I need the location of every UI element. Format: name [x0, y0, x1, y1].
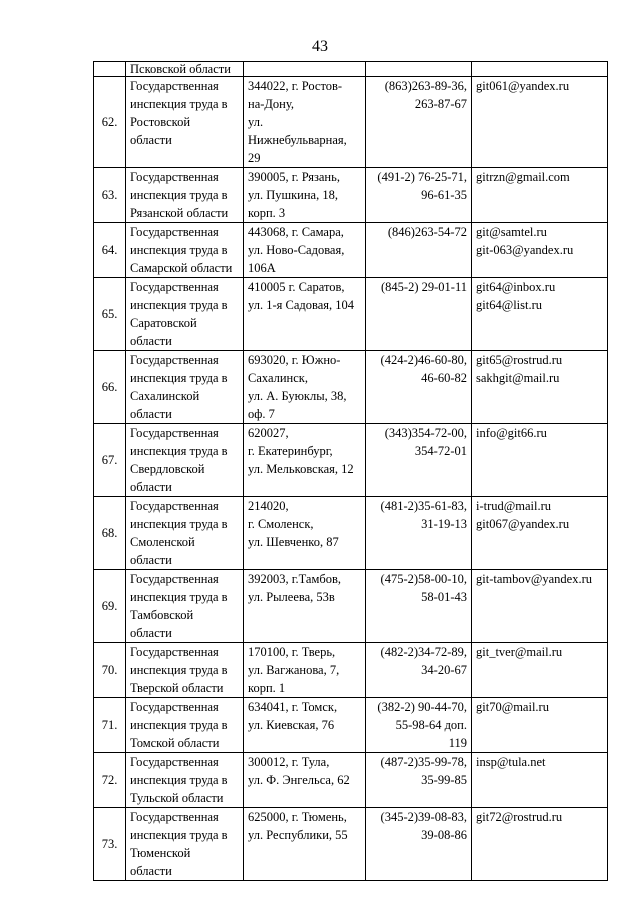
cell-line: ул. Вагжанова, 7, [248, 663, 340, 677]
cell-address [244, 223, 366, 278]
cell-line: корп. 3 [248, 206, 286, 220]
cell-line: ул. 1-я Садовая, 104 [248, 298, 355, 312]
cell-name [126, 223, 244, 278]
cell-line: Государственная [130, 170, 219, 184]
cell-line: gitrzn@gmail.com [476, 170, 570, 184]
cell-line: ул. Рылеева, 53в [248, 590, 335, 604]
cell-address [244, 753, 366, 808]
table-row [94, 278, 608, 351]
cell-line: git70@mail.ru [476, 700, 549, 714]
cell-line: Государственная [130, 499, 219, 513]
cell-line: Тюменской [130, 846, 191, 860]
cell-line: Тамбовской [130, 608, 194, 622]
cell-line: (487-2)35-99-78, [380, 755, 467, 769]
cell-line: инспекция труда в [130, 243, 228, 257]
cell-line: ул. Мельковская, 12 [248, 462, 354, 476]
cell-line: Государственная [130, 572, 219, 586]
cell-line: 693020, г. Южно- [248, 353, 341, 367]
cell-line: Государственная [130, 353, 219, 367]
cell-line: области [130, 334, 172, 348]
cell-line: Смоленской [130, 535, 195, 549]
cell-line: (382-2) 90-44-70, [377, 700, 467, 714]
cell-line: корп. 1 [248, 681, 286, 695]
cell-line: инспекция труда в [130, 298, 228, 312]
cell-line: 214020, [248, 499, 289, 513]
cell-line: Государственная [130, 426, 219, 440]
cell-phone [366, 424, 472, 497]
cell-phone [366, 278, 472, 351]
cell-line: инспекция труда в [130, 773, 228, 787]
table-body [94, 62, 608, 881]
table-row [94, 497, 608, 570]
cell-line: Тверской области [130, 681, 224, 695]
cell-number: 63. [94, 168, 126, 223]
cell-line: Тульской области [130, 791, 224, 805]
cell-line: Ростовской [130, 115, 191, 129]
cell-number: 69. [94, 570, 126, 643]
cell-line: Сахалинск, [248, 371, 308, 385]
cell-email [472, 698, 608, 753]
cell-number: 70. [94, 643, 126, 698]
cell-phone [366, 643, 472, 698]
cell-line: Свердловской [130, 462, 205, 476]
cell-name [126, 278, 244, 351]
page-number: 43 [312, 38, 328, 55]
cell-line: Псковской области [130, 62, 231, 76]
cell-line: 106А [248, 261, 276, 275]
cell-number: 62. [94, 77, 126, 168]
table-row [94, 808, 608, 881]
cell-line: на-Дону, [248, 97, 294, 111]
cell-line: Томской области [130, 736, 220, 750]
cell-line: 29 [248, 151, 261, 165]
cell-line: ул. Киевская, 76 [248, 718, 335, 732]
cell-line: ул. А. Буюклы, 38, [248, 389, 347, 403]
cell-number: 71. [94, 698, 126, 753]
cell-line: 620027, [248, 426, 289, 440]
cell-name [126, 77, 244, 168]
cell-line: Государственная [130, 700, 219, 714]
cell-line: (482-2)34-72-89, [380, 645, 467, 659]
cell-line: insp@tula.net [476, 755, 546, 769]
cell-line: Государственная [130, 810, 219, 824]
cell-line: инспекция труда в [130, 188, 228, 202]
cell-phone [366, 168, 472, 223]
cell-line: (343)354-72-00, [384, 426, 467, 440]
cell-line: 46-60-82 [421, 371, 467, 385]
table-row [94, 168, 608, 223]
cell-number: 67. [94, 424, 126, 497]
cell-name [126, 698, 244, 753]
cell-line: git65@rostrud.ru [476, 353, 563, 367]
cell-address [244, 77, 366, 168]
cell-email [472, 424, 608, 497]
cell-email [472, 223, 608, 278]
cell-line: области [130, 133, 172, 147]
cell-line: i-trud@mail.ru [476, 499, 552, 513]
cell-name [126, 168, 244, 223]
cell-address [244, 808, 366, 881]
cell-line: 392003, г.Тамбов, [248, 572, 342, 586]
cell-phone [366, 77, 472, 168]
cell-number: 68. [94, 497, 126, 570]
cell-address [244, 278, 366, 351]
cell-line: git067@yandex.ru [476, 517, 570, 531]
cell-line: 263-87-67 [414, 97, 467, 111]
table-row-continuation [94, 62, 608, 77]
cell-name [126, 570, 244, 643]
cell-line: ул. Шевченко, 87 [248, 535, 339, 549]
cell-line: Сахалинской [130, 389, 200, 403]
cell-line: git-063@yandex.ru [476, 243, 574, 257]
cell-line: инспекция труда в [130, 663, 228, 677]
cell-line: 170100, г. Тверь, [248, 645, 336, 659]
cell-line: инспекция труда в [130, 828, 228, 842]
cell-email [472, 570, 608, 643]
cell-line: 35-99-85 [421, 773, 467, 787]
cell-line: Саратовской [130, 316, 197, 330]
cell-line: г. Смоленск, [248, 517, 314, 531]
cell-line: git061@yandex.ru [476, 79, 570, 93]
cell-line: git72@rostrud.ru [476, 810, 563, 824]
cell-address [244, 497, 366, 570]
cell-line: Рязанской области [130, 206, 229, 220]
cell-address [244, 351, 366, 424]
cell-line: (491-2) 76-25-71, [377, 170, 467, 184]
cell-line: ул. [248, 115, 264, 129]
cell-line: (424-2)46-60-80, [380, 353, 467, 367]
cell-line: 96-61-35 [421, 188, 467, 202]
cell-line: git_tver@mail.ru [476, 645, 563, 659]
cell-email [472, 62, 608, 77]
cell-number: 73. [94, 808, 126, 881]
cell-line: инспекция труда в [130, 97, 228, 111]
cell-phone [366, 808, 472, 881]
cell-line: области [130, 864, 172, 878]
cell-line: (475-2)58-00-10, [380, 572, 467, 586]
cell-number: 72. [94, 753, 126, 808]
cell-line: области [130, 480, 172, 494]
cell-line: 344022, г. Ростов- [248, 79, 343, 93]
cell-line: 34-20-67 [421, 663, 467, 677]
cell-address [244, 570, 366, 643]
cell-phone [366, 570, 472, 643]
cell-line: Самарской области [130, 261, 233, 275]
table-row [94, 570, 608, 643]
cell-line: Государственная [130, 755, 219, 769]
cell-line: info@git66.ru [476, 426, 547, 440]
cell-line: Государственная [130, 79, 219, 93]
cell-name [126, 62, 244, 77]
cell-phone [366, 753, 472, 808]
cell-line: ул. Республики, 55 [248, 828, 348, 842]
cell-line: оф. 7 [248, 407, 275, 421]
cell-line: 390005, г. Рязань, [248, 170, 340, 184]
cell-line: г. Екатеринбург, [248, 444, 333, 458]
cell-line: Государственная [130, 645, 219, 659]
table-row [94, 753, 608, 808]
cell-line: (863)263-89-36, [384, 79, 467, 93]
cell-line: 443068, г. Самара, [248, 225, 344, 239]
cell-number: 66. [94, 351, 126, 424]
cell-line: 58-01-43 [421, 590, 467, 604]
cell-address [244, 698, 366, 753]
cell-line: области [130, 626, 172, 640]
cell-line: 39-08-86 [421, 828, 467, 842]
cell-line: области [130, 553, 172, 567]
cell-line: 354-72-01 [414, 444, 467, 458]
cell-line: инспекция труда в [130, 590, 228, 604]
cell-email [472, 808, 608, 881]
cell-line: 300012, г. Тула, [248, 755, 330, 769]
cell-number [94, 62, 126, 77]
cell-line: ул. Ново-Садовая, [248, 243, 345, 257]
table-row [94, 77, 608, 168]
cell-email [472, 497, 608, 570]
cell-line: git-tambov@yandex.ru [476, 572, 592, 586]
cell-line: (845-2) 29-01-11 [381, 280, 467, 294]
cell-line: 634041, г. Томск, [248, 700, 338, 714]
cell-name [126, 808, 244, 881]
cell-phone [366, 62, 472, 77]
cell-phone [366, 497, 472, 570]
cell-line: Государственная [130, 280, 219, 294]
cell-line: ул. Ф. Энгельса, 62 [248, 773, 350, 787]
table-row [94, 643, 608, 698]
cell-line: 31-19-13 [421, 517, 467, 531]
cell-email [472, 168, 608, 223]
cell-line: инспекция труда в [130, 371, 228, 385]
cell-line: области [130, 407, 172, 421]
cell-phone [366, 223, 472, 278]
cell-number: 65. [94, 278, 126, 351]
cell-line: sakhgit@mail.ru [476, 371, 560, 385]
table-row [94, 351, 608, 424]
cell-email [472, 77, 608, 168]
cell-email [472, 753, 608, 808]
cell-name [126, 424, 244, 497]
cell-line: Государственная [130, 225, 219, 239]
cell-number: 64. [94, 223, 126, 278]
cell-line: инспекция труда в [130, 517, 228, 531]
cell-line: git64@list.ru [476, 298, 543, 312]
cell-line: git64@inbox.ru [476, 280, 556, 294]
cell-line: Нижнебульварная, [248, 133, 347, 147]
cell-line: 410005 г. Саратов, [248, 280, 345, 294]
cell-address [244, 168, 366, 223]
cell-name [126, 497, 244, 570]
table-row [94, 424, 608, 497]
table-row [94, 223, 608, 278]
cell-line: ул. Пушкина, 18, [248, 188, 338, 202]
cell-line: 55-98-64 доп. [395, 718, 467, 732]
cell-address [244, 62, 366, 77]
cell-phone [366, 698, 472, 753]
cell-line: (345-2)39-08-83, [380, 810, 467, 824]
cell-email [472, 643, 608, 698]
cell-line: инспекция труда в [130, 718, 228, 732]
cell-line: 119 [448, 736, 467, 750]
cell-line: инспекция труда в [130, 444, 228, 458]
cell-line: (846)263-54-72 [387, 225, 467, 239]
cell-address [244, 424, 366, 497]
cell-email [472, 278, 608, 351]
cell-line: git@samtel.ru [476, 225, 547, 239]
table-row [94, 698, 608, 753]
cell-address [244, 643, 366, 698]
cell-phone [366, 351, 472, 424]
labor-inspections-table [93, 61, 608, 881]
cell-line: (481-2)35-61-83, [380, 499, 467, 513]
cell-name [126, 643, 244, 698]
cell-name [126, 753, 244, 808]
cell-line: 625000, г. Тюмень, [248, 810, 347, 824]
cell-email [472, 351, 608, 424]
cell-name [126, 351, 244, 424]
